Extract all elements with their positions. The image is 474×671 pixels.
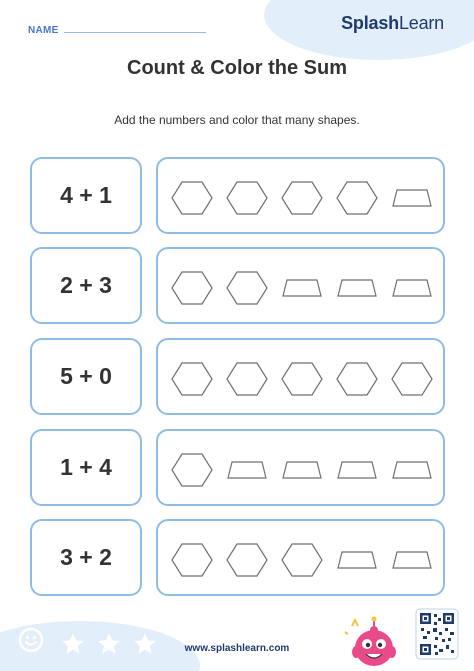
worksheet-instruction: Add the numbers and color that many shapes. [114, 113, 360, 127]
trapezoid-shape[interactable] [335, 542, 379, 578]
trapezoid-shape[interactable] [280, 270, 324, 306]
hexagon-shape[interactable] [390, 361, 434, 397]
addition-expression: 5 + 0 [30, 338, 142, 415]
hexagon-shape[interactable] [170, 180, 214, 216]
trapezoid-shape[interactable] [335, 270, 379, 306]
name-field [28, 20, 206, 38]
trapezoid-shape[interactable] [225, 452, 269, 488]
exercise-row [30, 338, 445, 415]
hexagon-shape[interactable] [225, 542, 269, 578]
trapezoid-shape[interactable] [390, 452, 434, 488]
hexagon-shape[interactable] [280, 542, 324, 578]
hexagon-shape[interactable] [335, 361, 379, 397]
hexagon-shape[interactable] [280, 361, 324, 397]
exercise-row [30, 429, 445, 506]
hexagon-shape[interactable] [170, 452, 214, 488]
trapezoid-shape[interactable] [390, 542, 434, 578]
addition-expression: 4 + 1 [30, 157, 142, 234]
exercise-row [30, 157, 445, 234]
worksheet-title: Count & Color the Sum [127, 57, 347, 79]
shape-box [156, 247, 445, 324]
trapezoid-shape[interactable] [390, 270, 434, 306]
footer-url: www.splashlearn.com [184, 643, 290, 654]
shape-box [156, 338, 445, 415]
shape-box [156, 519, 445, 596]
hexagon-shape[interactable] [225, 180, 269, 216]
hexagon-shape[interactable] [335, 180, 379, 216]
hexagon-shape[interactable] [280, 180, 324, 216]
hexagon-shape[interactable] [170, 361, 214, 397]
brand-logo-bold: Splash [341, 13, 399, 33]
qr-code-icon [415, 608, 459, 660]
addition-expression: 3 + 2 [30, 519, 142, 596]
exercise-row [30, 519, 445, 596]
name-label: NAME [28, 25, 59, 36]
trapezoid-shape[interactable] [335, 452, 379, 488]
brand-logo-light: Learn [398, 13, 444, 33]
hexagon-shape[interactable] [170, 542, 214, 578]
hexagon-shape[interactable] [225, 361, 269, 397]
name-line [64, 32, 206, 33]
addition-expression: 2 + 3 [30, 247, 142, 324]
shape-box [156, 157, 445, 234]
mascot-icon [344, 612, 402, 668]
brand-logo [341, 13, 444, 34]
hexagon-shape[interactable] [170, 270, 214, 306]
trapezoid-shape[interactable] [280, 452, 324, 488]
addition-expression: 1 + 4 [30, 429, 142, 506]
hexagon-shape[interactable] [225, 270, 269, 306]
trapezoid-shape[interactable] [390, 180, 434, 216]
shape-box [156, 429, 445, 506]
exercise-row [30, 247, 445, 324]
